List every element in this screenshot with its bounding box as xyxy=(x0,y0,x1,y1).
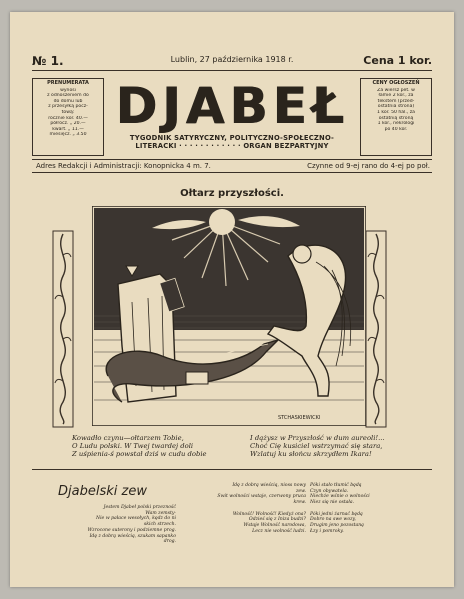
subscription-box xyxy=(32,78,104,156)
zew-line: Drugim jeno pozostaną xyxy=(310,522,364,528)
subscription-line: z przesyłką pocz- xyxy=(48,104,88,110)
subscription-line: miesięcz. „ 3.50 xyxy=(49,132,87,138)
zew-line: Wzrocone suterony i podziemne prog. xyxy=(87,527,176,533)
subscription-line: tową: xyxy=(61,109,75,115)
zew-column-3 xyxy=(310,483,420,534)
zew-line: Czyn obywatela. xyxy=(310,488,349,494)
subscription-line: rocznie kor. 40.— xyxy=(48,115,88,121)
poem-line: Choć Cię kusiciel wstrzymać się stara, xyxy=(250,442,383,451)
address-left: Adres Redakcji i Administracji: Konopnicka 4 m. 7. xyxy=(36,162,211,170)
masthead-subtitle: TYGODNIK SATYRYCZNY, POLITYCZNO-SPOŁECZNO- xyxy=(129,134,335,142)
ad-prices-line: łamie 2 kor., za xyxy=(378,93,414,99)
zew-line: Póki stało tłumić będą xyxy=(310,483,362,488)
zew-line: Łzy i pomroky. xyxy=(310,528,344,534)
zew-line: Lecz nie wolność ludzi. xyxy=(252,528,306,534)
masthead-title: DJABEŁ xyxy=(115,77,349,135)
ornament-vine-right xyxy=(365,230,387,428)
poem-left xyxy=(72,434,207,459)
masthead-subtitle: LITERACKI · · · · · · · · · · · · ORGAN BEZPARTYJNY xyxy=(135,142,329,150)
zew-line: Wam zemsty- xyxy=(145,510,176,516)
zew-line: Jestem Djabeł polski przezność xyxy=(103,505,176,510)
zew-line: Póki jedni żarnać będą xyxy=(310,511,363,517)
ornament-vine-left xyxy=(52,230,74,428)
ad-prices-box xyxy=(360,78,432,156)
zew-title: Djabelski zew xyxy=(58,484,147,499)
address-rule-top xyxy=(32,159,432,160)
ad-prices-line: po 40 kor. xyxy=(384,126,408,132)
zew-line: Odzieś się z Iniza budzi? xyxy=(248,517,306,523)
woodcut-illustration xyxy=(92,206,366,426)
top-rule xyxy=(32,70,432,71)
zew-line: Niechże wśnie o wolności xyxy=(310,494,370,500)
zew-line: Nie w pałace wesołych, kędz do ni xyxy=(96,516,176,522)
zew-column-1 xyxy=(48,505,176,545)
poem-line: O Ludu polski. W Twej twardej doli xyxy=(72,442,194,451)
article-title: Ołtarz przyszłości. xyxy=(180,188,284,199)
illustration-signature: STCHASKIEWICKI xyxy=(278,415,321,421)
zew-line: Idę z dobrą wieścią, szukam sapanko xyxy=(89,533,176,539)
ad-prices-line: ostatnia strona) xyxy=(377,104,415,110)
price: Cena 1 kor. xyxy=(363,54,432,67)
newspaper-page xyxy=(10,12,454,587)
zew-line: skich strzech. xyxy=(143,522,176,528)
zew-line: Swit wolności wstaje, czerwony pruca xyxy=(217,494,306,500)
address-rule-bottom xyxy=(32,172,432,173)
poem-right xyxy=(250,434,385,459)
subscription-title: PRENUMERATA xyxy=(47,80,89,86)
zew-line: zew. xyxy=(296,488,306,494)
zew-line: Wolność! Wolność! Kiedyż ona? xyxy=(232,511,306,517)
ad-prices-line: ostatnią stroną xyxy=(378,115,414,121)
poem-line: Kowadło czynu—ołtarzem Tobie, xyxy=(72,434,184,442)
zew-line: Wstaje Wolność narodowa, xyxy=(243,522,306,528)
zew-line: krew. xyxy=(293,500,306,506)
ad-prices-title: CENY OGŁOSZEŃ xyxy=(372,80,420,86)
zew-line: Idę z dobrą wieścią, nioss nowy xyxy=(232,483,306,488)
ad-prices-line: tekstem (przed- xyxy=(377,98,415,104)
zew-line: drog. xyxy=(163,539,176,545)
dateline: Lublin, 27 października 1918 r. xyxy=(170,55,294,64)
subscription-line: z odnoszeniem do xyxy=(47,93,89,99)
poem-line: Z uśpienia-ś powstał dziś w cudu dobie xyxy=(72,450,207,459)
zew-line: Niez się nie ostała. xyxy=(310,500,355,506)
masthead xyxy=(109,78,355,150)
ad-prices-line: 1 kor., nekrologi xyxy=(377,121,415,127)
issue-number: № 1. xyxy=(32,54,64,68)
zew-column-2 xyxy=(178,483,306,534)
subscription-line: do domu lub xyxy=(53,98,83,104)
ad-prices-line: Za wiersz pet. w xyxy=(377,87,415,93)
issue-header xyxy=(32,54,432,68)
subscription-line: półrocz. „ 20.— xyxy=(50,121,86,127)
subscription-line: kwart. „ 11.— xyxy=(52,126,84,132)
ad-prices-line: 1 kor. 50 hal., za xyxy=(377,109,415,115)
poem-line: I dążysz w Przyszłość w dum aureoli!... xyxy=(250,434,385,442)
section-rule xyxy=(32,469,432,470)
poem-line: Wzlatuj ku słońcu skrzydłem Ikara! xyxy=(250,450,372,459)
subscription-line: wynosi xyxy=(60,87,76,93)
zew-line: Dobro na swe wozy, xyxy=(310,517,356,523)
office-hours: Czynne od 9-ej rano do 4-ej po poł. xyxy=(307,162,430,170)
